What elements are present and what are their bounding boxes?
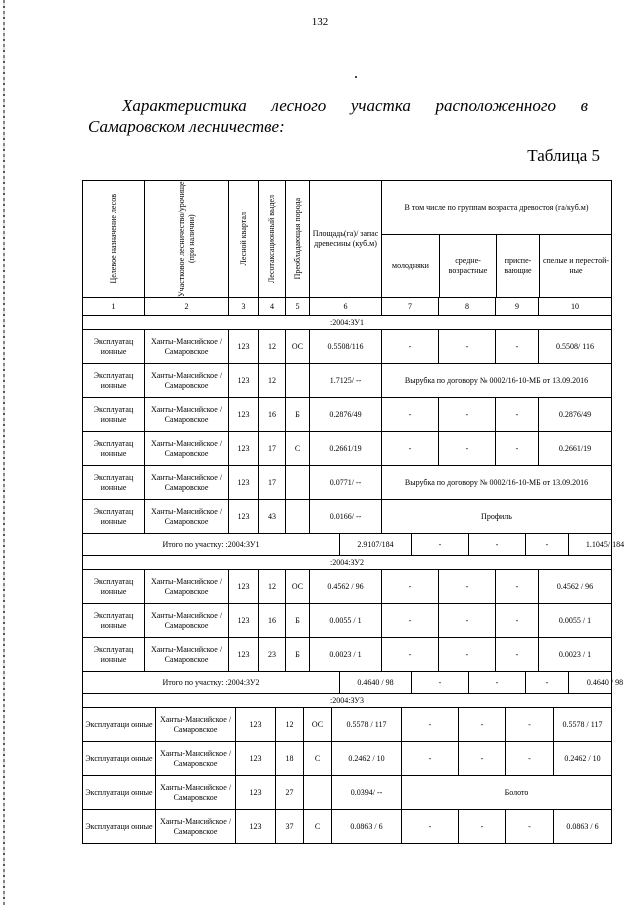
column-number: 8	[438, 298, 495, 315]
cell-allotment: 12	[258, 570, 285, 603]
cell-district: Ханты-Мансийское / Самаровское	[144, 500, 228, 533]
cell-quarter: 123	[228, 570, 258, 603]
table-row	[83, 431, 611, 465]
cell-allotment: 12	[258, 364, 285, 397]
cell-purpose: Эксплуатаци онные	[85, 787, 153, 797]
cell-quarter: 123	[228, 330, 258, 363]
cell-area: 0.0166/ --	[309, 500, 381, 533]
cell-young: -	[381, 604, 438, 637]
table-row	[83, 465, 611, 499]
total-middle: -	[468, 534, 525, 555]
header-allotment: Лесотаксационный выдел	[258, 181, 285, 297]
cell-note: Вырубка по договору № 0002/16-10-МБ от 13.09.2016	[381, 364, 611, 397]
section-title-row	[83, 555, 611, 569]
cell-middle: -	[438, 398, 495, 431]
cell-allotment: 43	[258, 500, 285, 533]
cell-maturing: -	[495, 432, 538, 465]
cell-purpose: Эксплуатац ионные	[93, 610, 134, 630]
total-mature: 0.4640 / 98	[568, 672, 640, 693]
cell-species: ОС	[285, 330, 309, 363]
cell-middle: -	[438, 432, 495, 465]
cell-mature: 0.2876/49	[538, 398, 611, 431]
cell-young: -	[381, 330, 438, 363]
cell-area: 0.0394/ --	[331, 776, 401, 809]
table-row	[83, 363, 611, 397]
cell-middle: -	[458, 742, 505, 775]
cell-young: -	[381, 570, 438, 603]
column-number: 6	[309, 298, 381, 315]
cell-allotment: 23	[258, 638, 285, 671]
column-number: 4	[258, 298, 285, 315]
cell-district: Ханты-Мансийское / Самаровское	[155, 810, 235, 843]
cell-quarter: 123	[228, 638, 258, 671]
table-row	[83, 741, 611, 775]
cell-species: Б	[285, 604, 309, 637]
cell-maturing: -	[495, 398, 538, 431]
table-row	[83, 637, 611, 671]
cell-maturing: -	[495, 330, 538, 363]
column-number: 5	[285, 298, 309, 315]
cell-middle: -	[438, 638, 495, 671]
header-purpose: Целевое назначение лесов	[108, 194, 118, 284]
cell-allotment: 17	[258, 466, 285, 499]
cell-allotment: 37	[275, 810, 303, 843]
column-number: 7	[381, 298, 438, 315]
total-row	[83, 671, 624, 693]
table-row	[83, 775, 611, 809]
cell-purpose: Эксплуатаци онные	[85, 821, 153, 831]
cell-purpose: Эксплуатаци онные	[85, 753, 153, 763]
cell-middle: -	[438, 330, 495, 363]
total-label: Итого по участку: :2004:ЗУ2	[162, 677, 260, 687]
cell-quarter: 123	[235, 708, 275, 741]
table-row	[83, 707, 611, 741]
cell-mature: 0.5578 / 117	[553, 708, 611, 741]
cell-middle: -	[438, 570, 495, 603]
table-row	[83, 569, 611, 603]
cell-maturing: -	[495, 604, 538, 637]
cell-note: Болото	[401, 776, 631, 809]
cell-area: 0.0055 / 1	[309, 604, 381, 637]
total-mature: 1.1045/ 184	[568, 534, 640, 555]
cell-area: 0.0863 / 6	[331, 810, 401, 843]
total-young: -	[411, 672, 468, 693]
cell-species	[303, 776, 331, 809]
cell-species: Б	[285, 398, 309, 431]
cell-species: С	[303, 810, 331, 843]
table-row	[83, 603, 611, 637]
cell-district: Ханты-Мансийское / Самаровское	[144, 604, 228, 637]
cell-quarter: 123	[228, 500, 258, 533]
table-row	[83, 397, 611, 431]
cell-maturing: -	[505, 810, 553, 843]
cell-area: 0.2876/49	[309, 398, 381, 431]
cell-maturing: -	[495, 638, 538, 671]
total-area: 0.4640 / 98	[339, 672, 411, 693]
header-species: Преобладающая порода	[285, 181, 309, 297]
cell-district: Ханты-Мансийское / Самаровское	[155, 776, 235, 809]
cell-mature: 0.2661/19	[538, 432, 611, 465]
header-age-groups-title: В том числе по группам возраста древостоя (га/куб.м)	[382, 181, 611, 235]
cell-quarter: 123	[235, 742, 275, 775]
cell-allotment: 16	[258, 604, 285, 637]
cell-quarter: 123	[228, 364, 258, 397]
column-number: 9	[495, 298, 538, 315]
cell-area: 0.5578 / 117	[331, 708, 401, 741]
cell-allotment: 12	[275, 708, 303, 741]
cell-district: Ханты-Мансийское / Самаровское	[144, 570, 228, 603]
cell-area: 0.2661/19	[309, 432, 381, 465]
cell-mature: 0.0863 / 6	[553, 810, 611, 843]
cell-maturing: -	[505, 742, 553, 775]
cell-allotment: 27	[275, 776, 303, 809]
section-title-row	[83, 693, 611, 707]
column-number: 2	[144, 298, 228, 315]
total-maturing: -	[525, 672, 568, 693]
header-quarter: Лесной квартал	[228, 181, 258, 297]
cell-purpose: Эксплуатац ионные	[93, 576, 134, 596]
forest-plot-table	[82, 180, 625, 844]
cell-district: Ханты-Мансийское / Самаровское	[144, 466, 228, 499]
header-middle: средне-возрастные	[439, 235, 496, 297]
column-number-row	[83, 297, 611, 315]
cell-quarter: 123	[228, 604, 258, 637]
header-age-groups	[381, 181, 611, 297]
cell-area: 0.0023 / 1	[309, 638, 381, 671]
cell-quarter: 123	[228, 466, 258, 499]
cell-note: Профиль	[381, 500, 611, 533]
section-title: :2004:ЗУ2	[330, 558, 364, 567]
cell-district: Ханты-Мансийское / Самаровское	[144, 398, 228, 431]
cell-purpose: Эксплуатац ионные	[93, 506, 134, 526]
cell-quarter: 123	[235, 776, 275, 809]
table-row	[83, 499, 611, 533]
table-label: Таблица 5	[527, 146, 600, 165]
cell-district: Ханты-Мансийское / Самаровское	[155, 742, 235, 775]
header-maturing: приспе-вающие	[496, 235, 539, 297]
cell-species	[285, 500, 309, 533]
header-district: Участковое лесничество/урочище (при наличии)	[144, 181, 228, 297]
cell-purpose: Эксплуатац ионные	[93, 336, 134, 356]
section-title-row	[83, 315, 611, 329]
scan-speck	[355, 76, 357, 78]
total-label: Итого по участку: :2004:ЗУ1	[162, 539, 260, 549]
cell-species: ОС	[285, 570, 309, 603]
cell-area: 0.5508/116	[309, 330, 381, 363]
cell-quarter: 123	[235, 810, 275, 843]
cell-quarter: 123	[228, 398, 258, 431]
cell-maturing: -	[495, 570, 538, 603]
cell-mature: 0.0055 / 1	[538, 604, 611, 637]
cell-allotment: 18	[275, 742, 303, 775]
cell-middle: -	[438, 604, 495, 637]
cell-allotment: 17	[258, 432, 285, 465]
section-title: :2004:ЗУ3	[330, 696, 364, 705]
column-number: 3	[228, 298, 258, 315]
cell-district: Ханты-Мансийское / Самаровское	[144, 432, 228, 465]
page-number: 132	[311, 16, 329, 28]
cell-allotment: 12	[258, 330, 285, 363]
cell-area: 0.2462 / 10	[331, 742, 401, 775]
table-row	[83, 329, 611, 363]
cell-district: Ханты-Мансийское / Самаровское	[144, 330, 228, 363]
cell-area: 0.4562 / 96	[309, 570, 381, 603]
cell-young: -	[401, 742, 458, 775]
cell-young: -	[401, 810, 458, 843]
total-middle: -	[468, 672, 525, 693]
cell-maturing: -	[505, 708, 553, 741]
header-area: Площадь(га)/ запас древесины (куб.м)	[309, 181, 381, 297]
cell-species	[285, 466, 309, 499]
cell-young: -	[381, 638, 438, 671]
cell-allotment: 16	[258, 398, 285, 431]
cell-area: 0.0771/ --	[309, 466, 381, 499]
cell-mature: 0.5508/ 116	[538, 330, 611, 363]
cell-area: 1.7125/ --	[309, 364, 381, 397]
cell-quarter: 123	[228, 432, 258, 465]
scan-edge	[3, 0, 5, 905]
cell-purpose: Эксплуатаци онные	[85, 719, 153, 729]
cell-species	[285, 364, 309, 397]
cell-district: Ханты-Мансийское / Самаровское	[144, 638, 228, 671]
cell-mature: 0.0023 / 1	[538, 638, 611, 671]
table-header-row	[83, 181, 611, 297]
table-row	[83, 809, 611, 843]
cell-middle: -	[458, 708, 505, 741]
cell-species: С	[285, 432, 309, 465]
cell-purpose: Эксплуатац ионные	[93, 370, 134, 390]
cell-purpose: Эксплуатац ионные	[93, 472, 134, 492]
cell-young: -	[381, 398, 438, 431]
document-heading: Характеристика лесного участка расположенного в Самаровском лесничестве:	[88, 96, 588, 136]
column-number: 10	[538, 298, 611, 315]
cell-district: Ханты-Мансийское / Самаровское	[155, 708, 235, 741]
header-young: молодняки	[392, 261, 429, 270]
cell-middle: -	[458, 810, 505, 843]
section-title: :2004:ЗУ1	[330, 318, 364, 327]
cell-species: ОС	[303, 708, 331, 741]
total-row	[83, 533, 625, 555]
cell-mature: 0.4562 / 96	[538, 570, 611, 603]
header-mature: спелые и перестой-ные	[539, 235, 611, 297]
cell-young: -	[381, 432, 438, 465]
cell-mature: 0.2462 / 10	[553, 742, 611, 775]
cell-young: -	[401, 708, 458, 741]
cell-purpose: Эксплуатац ионные	[93, 404, 134, 424]
total-area: 2.9107/184	[339, 534, 411, 555]
total-maturing: -	[525, 534, 568, 555]
total-young: -	[411, 534, 468, 555]
cell-note: Вырубка по договору № 0002/16-10-МБ от 13.09.2016	[381, 466, 611, 499]
column-number: 1	[111, 301, 116, 311]
cell-district: Ханты-Мансийское / Самаровское	[144, 364, 228, 397]
cell-species: С	[303, 742, 331, 775]
cell-species: Б	[285, 638, 309, 671]
cell-purpose: Эксплуатац ионные	[93, 438, 134, 458]
cell-purpose: Эксплуатац ионные	[93, 644, 134, 664]
